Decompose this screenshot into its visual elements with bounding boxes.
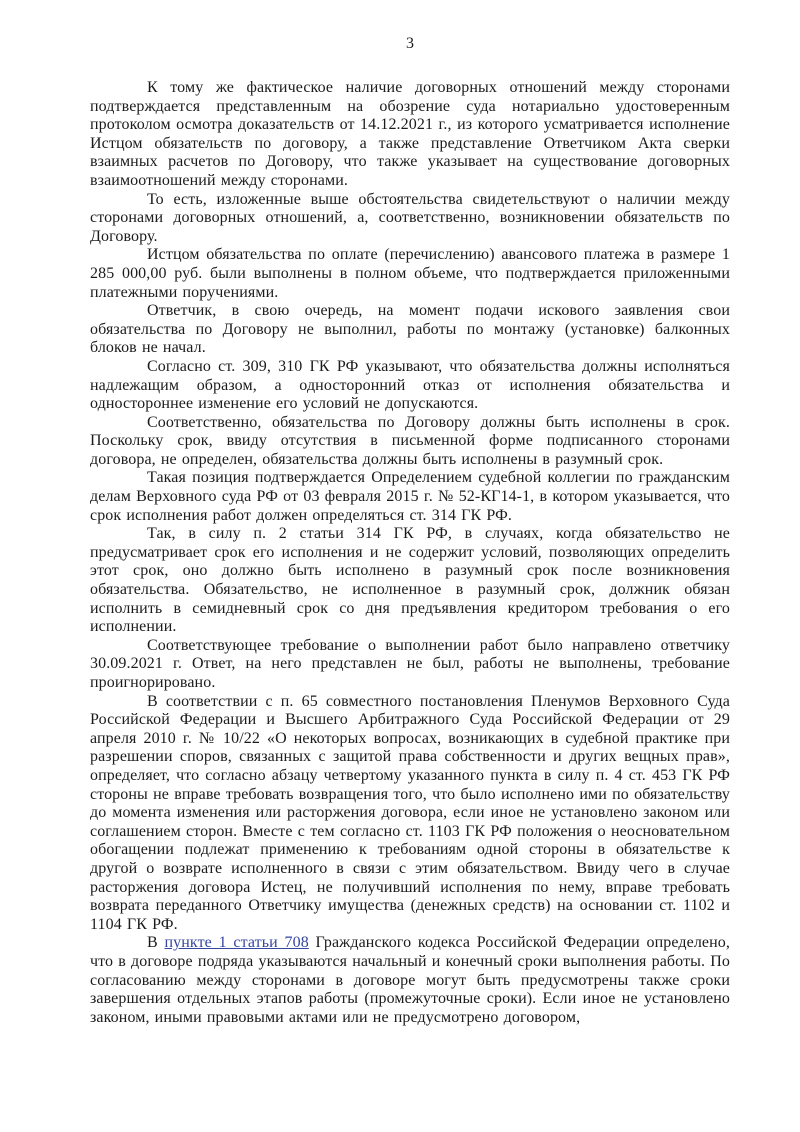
paragraph-11 [90, 934, 730, 1027]
paragraph-1: К тому же фактическое наличие договорных отношений между сторонами подтверждается представленным на обозрение суда нотариально удостоверенным протоколом осмотра доказательств от 14.12.2021 г., из которого усматривается исполнение Истцом обязательств по договору, а также представление Ответчиком Акта сверки взаимных расчетов по Договору, что также указывает на существование договорных взаимоотношений между сторонами. [90, 79, 730, 189]
article-708-link[interactable]: пункте 1 статьи 708 [164, 934, 309, 952]
paragraph-11-suffix: Гражданского кодекса Российской Федерации определено, что в договоре подряда указываются начальный и конечный сроки выполнения работы. По согласованию между сторонами в договоре могут быть предусмотрены также сроки завершения отдельных этапов работы (промежуточные сроки). Если иное не установлено законом, иными правовыми актами или не предусмотрено договором, [90, 934, 730, 1026]
paragraph-11-prefix: В [147, 934, 165, 952]
paragraph-3: Истцом обязательства по оплате (перечислению) авансового платежа в размере 1 285 000,00 руб. были выполнены в полном объеме, что подтверждается приложенными платежными поручениями. [90, 246, 730, 301]
page-number: 3 [406, 35, 414, 52]
paragraph-9: Соответствующее требование о выполнении работ было направлено ответчику 30.09.2021 г. Ответ, на него представлен не был, работы не выполнены, требование проигнорировано. [90, 636, 730, 691]
paragraph-2: То есть, изложенные выше обстоятельства свидетельствуют о наличии между сторонами договорных отношений, а, соответственно, возникновении обязательств по Договору. [90, 190, 730, 245]
document-body [90, 79, 730, 1027]
paragraph-5: Согласно ст. 309, 310 ГК РФ указывают, что обязательства должны исполняться надлежащим образом, а односторонний отказ от исполнения обязательства и одностороннее изменение его условий не допускаются. [90, 357, 730, 413]
paragraph-10: В соответствии с п. 65 совместного постановления Пленумов Верховного Суда Российской Федерации и Высшего Арбитражного Суда Российской Федерации от 29 апреля 2010 г. № 10/22 «О некоторых вопросах, возникающих в судебной практике при разрешении споров, связанных с защитой права собственности и других вещных прав», определяет, что согласно абзацу четвертому указанного пункта в силу п. 4 ст. 453 ГК РФ стороны не вправе требовать возвращения того, что было исполнено ими по обязательству до момента изменения или расторжения договора, если иное не установлено законом или соглашением сторон. Вместе с тем согласно ст. 1103 ГК РФ положения о неосновательном обогащении подлежат применению к требованиям одной стороны в обязательстве к другой о возврате исполненного в связи с этим обязательством. Ввиду чего в случае расторжения договора Истец, не получивший исполнения по нему, вправе требовать возврата переданного Ответчику имущества (денежных средств) на основании ст. 1102 и 1104 ГК РФ. [90, 692, 730, 933]
paragraph-4: Ответчик, в свою очередь, на момент подачи искового заявления свои обязательства по Договору не выполнил, работы по монтажу (установке) балконных блоков не начал. [90, 302, 730, 357]
paragraph-6: Соответственно, обязательства по Договору должны быть исполнены в срок. Поскольку срок, ввиду отсутствия в письменной форме подписанного сторонами договора, не определен, обязательства должны быть исполнены в разумный срок. [90, 413, 730, 468]
paragraph-7: Такая позиция подтверждается Определением судебной коллегии по гражданским делам Верховного суда РФ от 03 февраля 2015 г. № 52-КГ14-1, в котором указывается, что срок исполнения работ должен определяться ст. 314 ГК РФ. [90, 469, 730, 524]
text-column [90, 34, 730, 1027]
paragraph-8: Так, в силу п. 2 статьи 314 ГК РФ, в случаях, когда обязательство не предусматривает срок его исполнения и не содержит условий, позволяющих определить этот срок, оно должно быть исполнено в разумный срок после возникновения обязательства. Обязательство, не исполненное в разумный срок, должник обязан исполнить в семидневный срок со дня предъявления кредитором требования о его исполнении. [90, 525, 730, 636]
